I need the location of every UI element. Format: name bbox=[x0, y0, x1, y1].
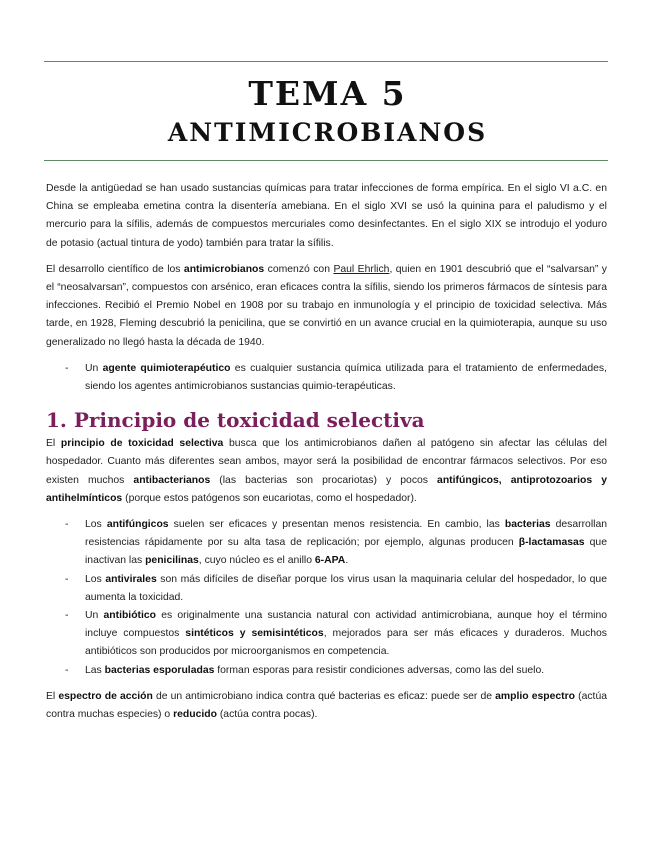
list-item: - Un agente quimioterapéutico es cualquier sustancia química utilizada para el tratamiento de enfermedades, siendo los agentes antimicrobianos sustancias quimio-terapéuticas. bbox=[46, 360, 607, 396]
intro-paragraph-2: El desarrollo científico de los antimicrobianos comenzó con Paul Ehrlich, quien en 1901 descubrió que el “salvarsan” y el “neosalvarsan”, compuestos con arsénico, eran eficaces contra la sífilis, siendo los primeros fármacos de síntesis para infecciones. Recibió el Premio Nobel en 1908 por su trabajo en inmunología y el principio de toxicidad selectiva. Más tarde, en 1928, Fleming descubrió la penicilina, que se convirtió en un avance crucial en la quimioterapia, aunque su uso generalizado no llegó hasta la década de 1940. bbox=[46, 263, 608, 348]
top-divider bbox=[44, 61, 608, 62]
topic-number-title: TEMA 5 bbox=[248, 74, 407, 113]
list-item: - Los antifúngicos suelen ser eficaces y presentan menos resistencia. En cambio, las bacterias desarrollan resistencias rápidamente por su alta tasa de replicación; por ejemplo, algunas producen β-lactamasas que inactivan las penicilinas, cuyo núcleo es el anillo 6-APA. bbox=[46, 516, 607, 571]
paul-ehrlich-link[interactable]: Paul Ehrlich bbox=[333, 263, 390, 275]
list-item: - Un antibiótico es originalmente una sustancia natural con actividad antimicrobiana, aunque hoy el término incluye compuestos sintéticos y semisintéticos, mejorados para ser más eficaces y duraderos. Muchos antibióticos son producidos por microorganismos en competencia. bbox=[46, 607, 607, 662]
section-bullet-list bbox=[46, 516, 607, 680]
section-heading: 1. Principio de toxicidad selectiva bbox=[46, 408, 425, 433]
section-paragraph-2: El espectro de acción de un antimicrobiano indica contra qué bacterias es eficaz: puede ser de amplio espectro (actúa contra muchas especies) o reducido (actúa contra pocas). bbox=[46, 690, 607, 721]
topic-title: ANTIMICROBIANOS bbox=[167, 118, 488, 147]
bottom-divider bbox=[44, 160, 608, 161]
section-paragraph-1: El principio de toxicidad selectiva busca que los antimicrobianos dañen al patógeno sin afectar las células del hospedador. Cuanto más diferentes sean ambos, mayor será la posibilidad de encontrar fármacos selectivos. Por eso existen muchos antibacterianos (las bacterias son procariotas) y pocos antifúngicos, antiprotozoarios y antihelmínticos (porque estos patógenos son eucariotas, como el hospedador). bbox=[46, 438, 607, 504]
intro-paragraph-1: Desde la antigüedad se han usado sustancias químicas para tratar infecciones de forma empírica. En el siglo VI a.C. en China se empleaba emetina contra la disentería amebiana. En el siglo XVI se usó la quinina para el paludismo y el mercurio para la sífilis, además de compuestos mercuriales como desinfectantes. En el siglo XIX se introdujo el yoduro de potasio (actual tintura de yodo) también para tratar la sífilis. bbox=[46, 183, 607, 249]
list-item: - Los antivirales son más difíciles de diseñar porque los virus usan la maquinaria celular del hospedador, lo que aumenta la toxicidad. bbox=[46, 571, 607, 607]
intro-bullet-list bbox=[46, 360, 607, 396]
document-body bbox=[46, 180, 607, 732]
list-item: - Las bacterias esporuladas forman esporas para resistir condiciones adversas, como las del suelo. bbox=[46, 662, 607, 680]
